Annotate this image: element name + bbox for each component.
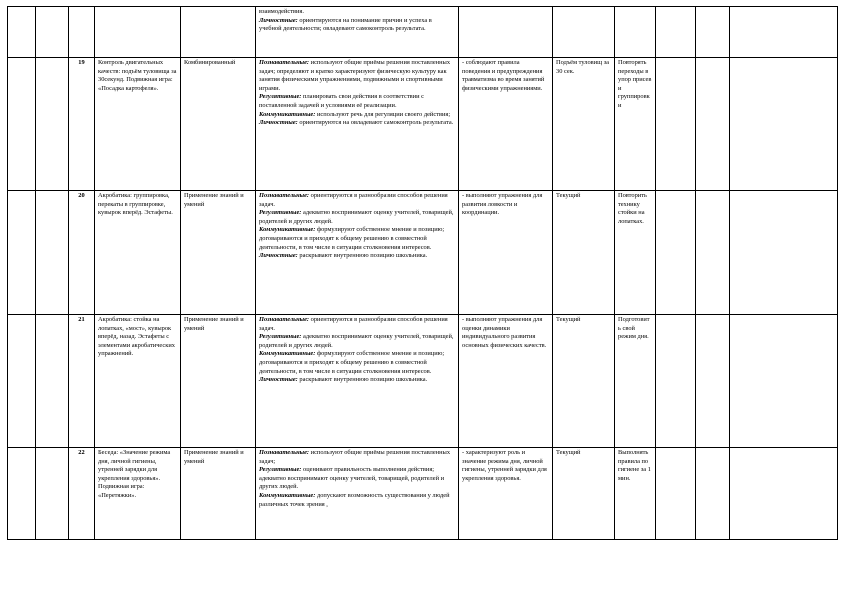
uud-label: Личностные:	[259, 376, 298, 384]
blank-cell	[730, 58, 838, 191]
uud-label: Коммуникативные:	[259, 110, 316, 118]
uud-cell	[256, 191, 459, 315]
blank-cell	[8, 7, 36, 58]
uud-label: Регулятивные:	[259, 333, 302, 341]
uud-text: используют общие приёмы решения поставленных задач; определяют и кратко характеризуют физическую культуру как занятия физическими упражнениями, подвижными и спортивными играми.	[259, 59, 451, 92]
control-type-cell: Текущий	[553, 448, 615, 540]
uud-paragraph	[259, 93, 455, 110]
blank-cell	[656, 58, 696, 191]
uud-paragraph	[259, 333, 455, 350]
subject-results-cell: - выполняют упражнения для оценки динамики индивидуального развития основных физических качеств.	[459, 315, 553, 448]
control-type-cell: Текущий	[553, 191, 615, 315]
uud-text: ориентируются в разнообразии способов решения задач.	[259, 316, 448, 332]
blank-cell	[696, 7, 730, 58]
uud-label: Коммуникативные:	[259, 491, 316, 499]
uud-paragraph	[259, 376, 455, 385]
blank-cell	[8, 191, 36, 315]
uud-text: оценивают правильность выполнения действия; адекватно воспринимают оценку учителей, товарищей, родителей и других людей.	[259, 466, 445, 491]
blank-cell	[8, 58, 36, 191]
uud-cell	[256, 58, 459, 191]
subject-results-cell: - выполняют упражнения для развития ловкости и координации.	[459, 191, 553, 315]
uud-text: формулируют собственное мнение и позицию; договариваются и приходят к общему решению в совместной деятельности, в том числе в ситуации столкновения интересов.	[259, 350, 445, 375]
uud-paragraph	[259, 350, 455, 376]
uud-label: Личностные:	[259, 119, 298, 127]
uud-text: планировать свои действия в соответствии с поставленной задачей и условиями её реализации.	[259, 93, 424, 109]
homework-cell: Повторить технику стойки на лопатках.	[615, 191, 656, 315]
uud-text: используют речь для регуляции своего действия;	[316, 110, 451, 118]
homework-cell: Подготовить свой режим дня.	[615, 315, 656, 448]
table-row	[8, 7, 838, 58]
uud-paragraph	[259, 17, 455, 34]
blank-cell	[696, 315, 730, 448]
lesson-topic-cell: Акробатика: стойка на лопатках, «мост», кувырок вперёд, назад. Эстафеты с элементами акробатических упражнений.	[95, 315, 181, 448]
homework-cell: Выполнять правила по гигиене за 1 мин.	[615, 448, 656, 540]
lesson-type-cell	[181, 7, 256, 58]
lesson-number-cell	[69, 7, 95, 58]
table-row	[8, 58, 838, 191]
blank-cell	[36, 448, 69, 540]
uud-text: формулируют собственное мнение и позицию; договариваются и приходят к общему решению в совместной деятельности, в том числе в ситуации столкновения интересов.	[259, 226, 445, 251]
blank-cell	[730, 191, 838, 315]
lesson-topic-cell	[95, 7, 181, 58]
lesson-plan-table	[7, 6, 838, 540]
uud-text: адекватно воспринимают оценку учителей, товарищей, родителей и других людей.	[259, 209, 454, 225]
uud-paragraph	[259, 119, 455, 128]
uud-label: Регулятивные:	[259, 209, 302, 217]
uud-label: Познавательные:	[259, 59, 310, 66]
control-type-cell: Подъём туловищ за 30 сек.	[553, 58, 615, 191]
lesson-type-cell: Применение знаний и умений	[181, 448, 256, 540]
uud-paragraph	[259, 192, 455, 209]
subject-results-cell: - характеризуют роль и значение режима дня, личной гигиены, утренней зарядки для укрепления здоровья.	[459, 448, 553, 540]
blank-cell	[36, 191, 69, 315]
uud-text: ориентируются на овладевают самоконтроль результата.	[299, 119, 454, 127]
lesson-topic-cell: Акробатика: группировка, перекаты в группировке, кувырок вперёд. Эстафеты.	[95, 191, 181, 315]
uud-cell	[256, 7, 459, 58]
blank-cell	[696, 191, 730, 315]
uud-label: Личностные:	[259, 16, 298, 24]
blank-cell	[696, 58, 730, 191]
lesson-type-cell: Комбинированный	[181, 58, 256, 191]
blank-cell	[656, 191, 696, 315]
uud-paragraph	[259, 111, 455, 120]
uud-cell	[256, 315, 459, 448]
uud-label: Познавательные:	[259, 316, 310, 323]
control-type-cell: Текущий	[553, 315, 615, 448]
blank-cell	[36, 58, 69, 191]
uud-paragraph	[259, 449, 455, 466]
blank-cell	[730, 315, 838, 448]
blank-cell	[656, 7, 696, 58]
uud-paragraph	[259, 466, 455, 492]
blank-cell	[656, 448, 696, 540]
uud-text: допускают возможность существования у людей различных точек зрения ,	[259, 491, 450, 508]
lesson-number-cell: 21	[69, 315, 95, 448]
uud-label: Коммуникативные:	[259, 350, 316, 358]
homework-cell: Повторять переходы в упор присев и группировки	[615, 58, 656, 191]
lesson-type-cell: Применение знаний и умений	[181, 315, 256, 448]
lesson-topic-cell: Контроль двигательных качеств: подъём туловища за 30секунд. Подвижная игра: «Посадка картофеля».	[95, 58, 181, 191]
uud-text: раскрывают внутреннюю позицию школьника.	[299, 376, 428, 384]
uud-label: Познавательные:	[259, 449, 310, 456]
lesson-number-cell: 20	[69, 191, 95, 315]
uud-label: Личностные:	[259, 252, 298, 260]
lesson-type-cell: Применение знаний и умений	[181, 191, 256, 315]
uud-text: ориентируются на понимание причин и успеха в учебной деятельности; овладевают самоконтроль результата.	[259, 16, 432, 33]
blank-cell	[8, 315, 36, 448]
lesson-number-cell: 19	[69, 58, 95, 191]
uud-cell	[256, 448, 459, 540]
table-row	[8, 315, 838, 448]
uud-paragraph	[259, 316, 455, 333]
homework-cell	[615, 7, 656, 58]
blank-cell	[8, 448, 36, 540]
uud-paragraph	[259, 226, 455, 252]
control-type-cell	[553, 7, 615, 58]
subject-results-cell: - соблюдают правила поведения и предупреждения травматизма во время занятий физическими упражнениями.	[459, 58, 553, 191]
lesson-topic-cell: Беседа: «Значение режима дня, личной гигиены, утренней зарядки для укрепления здоровья». Подвижная игра: «Перетяжки».	[95, 448, 181, 540]
lesson-number-cell: 22	[69, 448, 95, 540]
uud-paragraph	[259, 252, 455, 261]
blank-cell	[730, 448, 838, 540]
subject-results-cell	[459, 7, 553, 58]
uud-paragraph	[259, 209, 455, 226]
uud-text: взаимодействия.	[259, 8, 304, 15]
blank-cell	[36, 315, 69, 448]
uud-label: Регулятивные:	[259, 466, 302, 474]
uud-text: адекватно воспринимают оценку учителей, товарищей, родителей и других людей.	[259, 333, 454, 349]
uud-text: ориентируются в разнообразии способов решения задач.	[259, 192, 448, 208]
uud-paragraph	[259, 492, 455, 509]
uud-label: Регулятивные:	[259, 93, 302, 101]
uud-text: раскрывают внутреннюю позицию школьника.	[299, 252, 428, 260]
table-row	[8, 448, 838, 540]
blank-cell	[36, 7, 69, 58]
uud-label: Коммуникативные:	[259, 226, 316, 234]
blank-cell	[730, 7, 838, 58]
uud-paragraph	[259, 59, 455, 93]
uud-text: используют общие приёмы решения поставленных задач;	[259, 449, 451, 465]
table-row	[8, 191, 838, 315]
blank-cell	[656, 315, 696, 448]
uud-label: Познавательные:	[259, 192, 310, 199]
uud-paragraph	[259, 8, 455, 17]
blank-cell	[696, 448, 730, 540]
